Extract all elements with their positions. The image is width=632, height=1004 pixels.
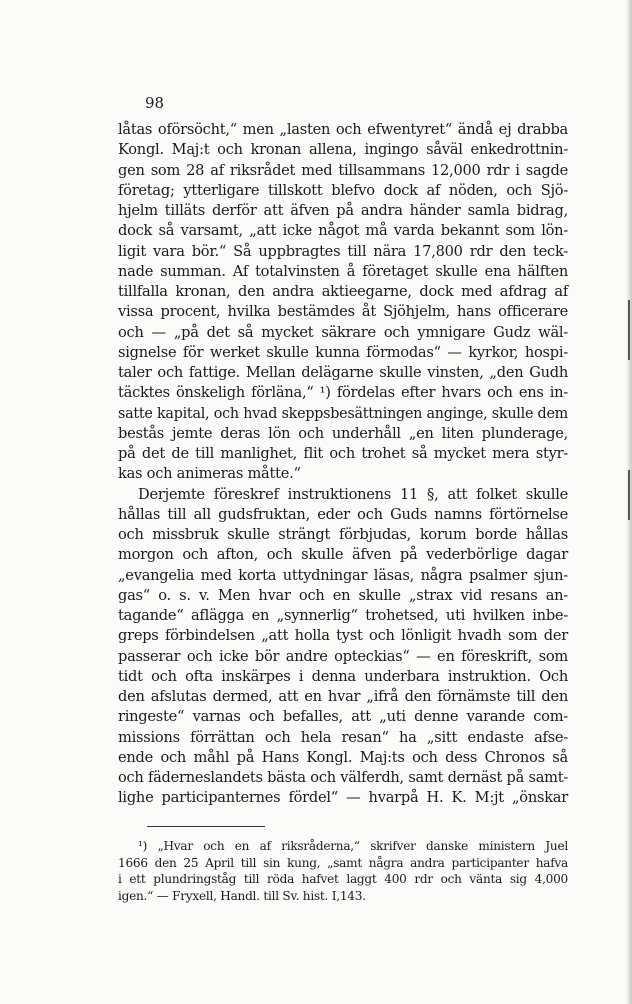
text-line: morgon och afton, och skulle äfven på vederbörlige dagar (118, 546, 568, 564)
text-line: gen som 28 af riksrådet med tillsammans 12,000 rdr i sagde (118, 161, 568, 179)
text-line: Derjemte föreskref instruktionens 11 §, att folket skulle (138, 485, 568, 503)
text-line: bestås jemte deras lön och underhåll „en liten plunderage, (118, 424, 568, 442)
text-line: och — „på det så mycket säkrare och ymnigare Gudz wäl- (118, 323, 568, 341)
body-text (118, 120, 568, 809)
text-line: och fäderneslandets bästa och välferdh, samt dernäst på samt- (118, 769, 568, 786)
scan-edge-mark (628, 300, 630, 360)
text-line: greps förbindelsen „att holla tyst och lönligit hvadh som der (118, 627, 568, 645)
text-line: lighe participanternes fördel“ — hvarpå H. K. M:jt „önskar (118, 789, 568, 807)
text-line: företag; ytterligare tillskott blefvo dock af nöden, och Sjö- (118, 181, 568, 199)
footnote-line: 1666 den 25 April till sin kung, „samt några andra participanter hafva (118, 855, 568, 870)
text-line: låtas oförsöcht,“ men „lasten och efwentyret“ ändå ej drabba (118, 121, 568, 138)
text-line: „evangelia med korta uttydningar läsas, några psalmer sjun- (118, 566, 568, 584)
footnote (118, 838, 568, 904)
text-line: hållas till all gudsfruktan, eder och Guds namns förtörnelse (118, 505, 568, 523)
footnote-line: ¹) „Hvar och en af riksråderna,“ skrifver danske ministern Juel (138, 839, 568, 853)
text-line: passerar och icke bör andre opteckias“ — en föreskrift, som (118, 647, 568, 665)
text-line: ende och måhl på Hans Kongl. Maj:ts och dess Chronos så (118, 748, 568, 766)
text-line: nade summan. Af totalvinsten å företaget skulle ena hälften (118, 262, 568, 280)
text-line: tidt och ofta inskärpes i denna underbara instruktion. Och (118, 667, 568, 685)
text-line: vissa procent, hvilka bestämdes åt Sjöhjelm, hans officerare (118, 303, 568, 321)
text-line: satte kapital, och hvad skeppsbesättningen anginge, skulle dem (118, 404, 568, 422)
text-line: Kongl. Maj:t och kronan allena, ingingo såväl enkedrottnin- (118, 141, 568, 159)
text-line: tagande“ aflägga en „synnerlig“ trohetsed, uti hvilken inbe- (118, 607, 568, 624)
footnote-line: igen.“ — Fryxell, Handl. till Sv. hist. I,143. (118, 888, 366, 903)
text-line: hjelm tilläts derför att äfven på andra händer samla bidrag, (118, 202, 568, 219)
text-line: gas“ o. s. v. Men hvar och en skulle „strax vid resans an- (118, 586, 568, 604)
text-line: tillfalla kronan, den andra aktieegarne, dock med afdrag af (118, 283, 568, 300)
text-line: ligit vara bör.“ Så uppbragtes till nära 17,800 rdr den teck- (118, 242, 568, 260)
text-line: den afslutas dermed, att en hvar „ifrå den förnämste till den (118, 688, 568, 705)
scan-edge-mark (628, 470, 630, 520)
text-line: ringeste“ varnas och befalles, att „uti denne varande com- (118, 708, 568, 726)
page-number: 98 (145, 94, 165, 112)
footnote-line: i ett plundringståg till röda hafvet laggt 400 rdr och vänta sig 4,000 (118, 872, 568, 886)
text-line: missions förrättan och hela resan“ ha „sitt endaste afse- (118, 728, 568, 746)
footnote-divider (147, 826, 265, 827)
text-line: och missbruk skulle strängt förbjudas, korum borde hållas (118, 526, 568, 543)
text-line: täcktes önskeligh förläna,“ ¹) fördelas efter hvars och ens in- (118, 384, 568, 402)
text-line: taler och fattige. Mellan delägarne skulle vinsten, „den Gudh (118, 364, 568, 381)
text-line: kas och animeras måtte.“ (118, 465, 301, 483)
text-line: signelse för werket skulle kunna förmodas“ — kyrkor, hospi- (118, 343, 568, 361)
text-line: på det de till manlighet, flit och trohet så mycket mera styr- (118, 445, 568, 462)
text-line: dock så varsamt, „att icke något må varda bekannt som lön- (118, 222, 568, 240)
